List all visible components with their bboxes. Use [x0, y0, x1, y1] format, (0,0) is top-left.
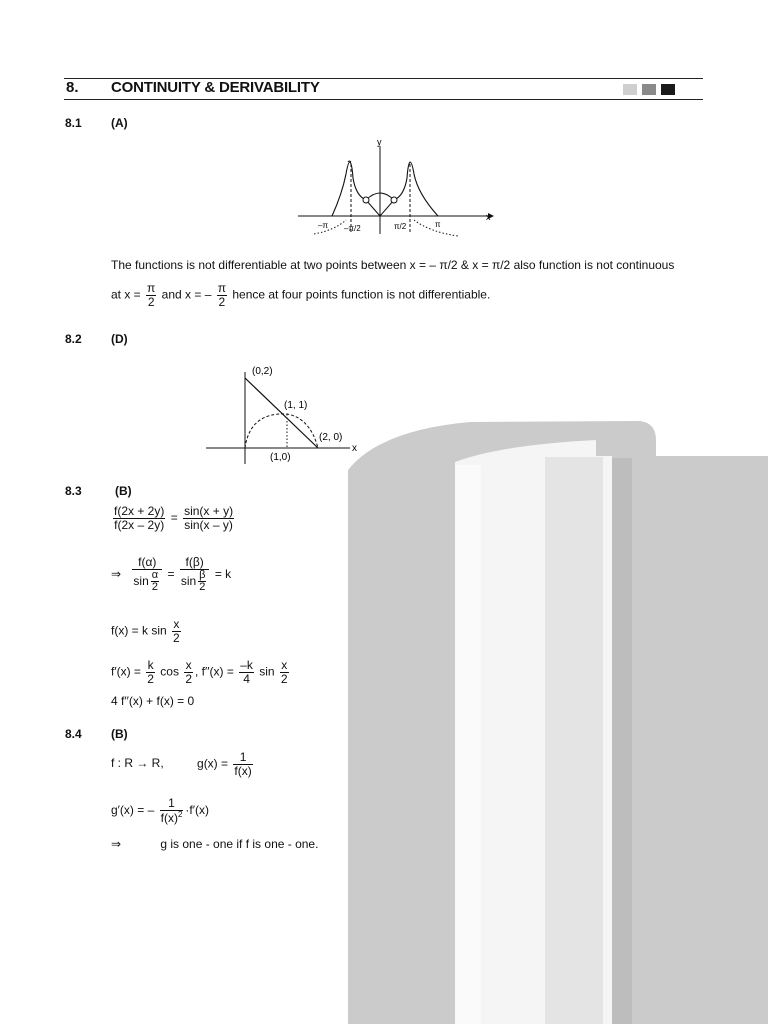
implies-symbol: ⇒	[111, 837, 122, 851]
chapter-number: 8.	[66, 79, 79, 96]
text-fragment: = k	[214, 567, 232, 582]
header-square-dark	[661, 84, 675, 95]
header-square-medium	[642, 84, 656, 95]
fraction: $\frac{\sin(x + y)}{\sin(x - y)}$	[184, 504, 234, 532]
fraction: $\frac{f(2x + 2y)}{f(2x - 2y)}$	[114, 504, 165, 532]
conclusion-line	[111, 837, 318, 851]
question-answer: (D)	[111, 332, 128, 346]
fraction: $\frac{1}{f(x)}$	[234, 750, 252, 778]
fraction: $\frac{x}{2}$	[280, 658, 288, 686]
equation	[111, 618, 183, 644]
fraction: $\frac{-k}{4}$	[240, 658, 253, 686]
text-fragment: and x = –	[161, 287, 212, 302]
question-number: 8.1	[65, 116, 82, 130]
question-number: 8.3	[65, 484, 82, 498]
fraction-pi-over-2: $\frac{\pi}{2}$	[147, 281, 156, 309]
fraction: f(α) sin $\frac{\alpha}{2}$	[132, 556, 162, 594]
y-axis-label: y	[377, 137, 382, 147]
point-label: (0,2)	[252, 366, 273, 377]
text-fragment: f : R → R,	[111, 756, 164, 771]
fraction: $\frac{x}{2}$	[173, 617, 180, 645]
text-fragment: f(x) = k sin	[111, 623, 167, 638]
equation	[111, 659, 291, 685]
text-fragment: cos	[160, 664, 179, 679]
text-fragment: f′(x) =	[111, 664, 141, 679]
fraction: f(β) sin $\frac{\beta}{2}$	[180, 556, 210, 594]
header-bottom-rule	[64, 99, 703, 100]
question-answer: (B)	[115, 484, 132, 498]
header-square-light	[623, 84, 637, 95]
graph-8-2	[200, 360, 370, 468]
tick-pi-half: π/2	[394, 222, 407, 231]
text-fragment: g(x) =	[197, 756, 229, 771]
equation	[111, 751, 255, 777]
chapter-title: CONTINUITY & DERIVABILITY	[111, 79, 320, 96]
text-fragment: ·f′(x)	[185, 802, 209, 817]
text-fragment: g′(x) = –	[111, 802, 155, 817]
question-number: 8.2	[65, 332, 82, 346]
x-axis-label: x	[352, 443, 357, 454]
point-label: (1,0)	[270, 452, 291, 463]
text-fragment: hence at four points function is not differentiable.	[232, 287, 491, 302]
x-axis-label: x	[486, 212, 491, 222]
text-fragment: g is one - one if f is one - one.	[160, 837, 319, 851]
implies-symbol: ⇒	[111, 567, 122, 582]
equation	[111, 556, 231, 594]
paragraph-line-math	[111, 282, 490, 308]
tick-neg-pi: –π	[318, 221, 328, 230]
graph-8-1	[290, 134, 500, 242]
equals-sign: =	[167, 567, 175, 582]
equation	[111, 505, 236, 531]
paragraph-line: The functions is not differentiable at two points between x = – π/2 & x = π/2 also function is not continuous	[111, 258, 675, 272]
fraction: $\frac{k}{2}$	[147, 658, 154, 686]
text-fragment: sin	[259, 664, 275, 679]
fraction: $\frac{1}{f(x)^2}$	[160, 796, 183, 825]
question-answer: (B)	[111, 727, 128, 741]
equals-sign: =	[170, 510, 178, 525]
equation: 4 f′′(x) + f(x) = 0	[111, 694, 195, 708]
tick-pi: π	[435, 220, 441, 229]
point-label: (1, 1)	[284, 400, 308, 411]
point-label: (2, 0)	[319, 432, 343, 443]
fraction: $\frac{x}{2}$	[185, 658, 193, 686]
question-number: 8.4	[65, 727, 82, 741]
question-answer: (A)	[111, 116, 128, 130]
text-fragment: , f′′(x) =	[195, 664, 234, 679]
text-fragment: at x =	[111, 287, 141, 302]
tick-neg-pi-half: –π/2	[344, 224, 361, 233]
fraction-pi-over-2: $\frac{\pi}{2}$	[217, 281, 226, 309]
equation	[111, 797, 209, 824]
